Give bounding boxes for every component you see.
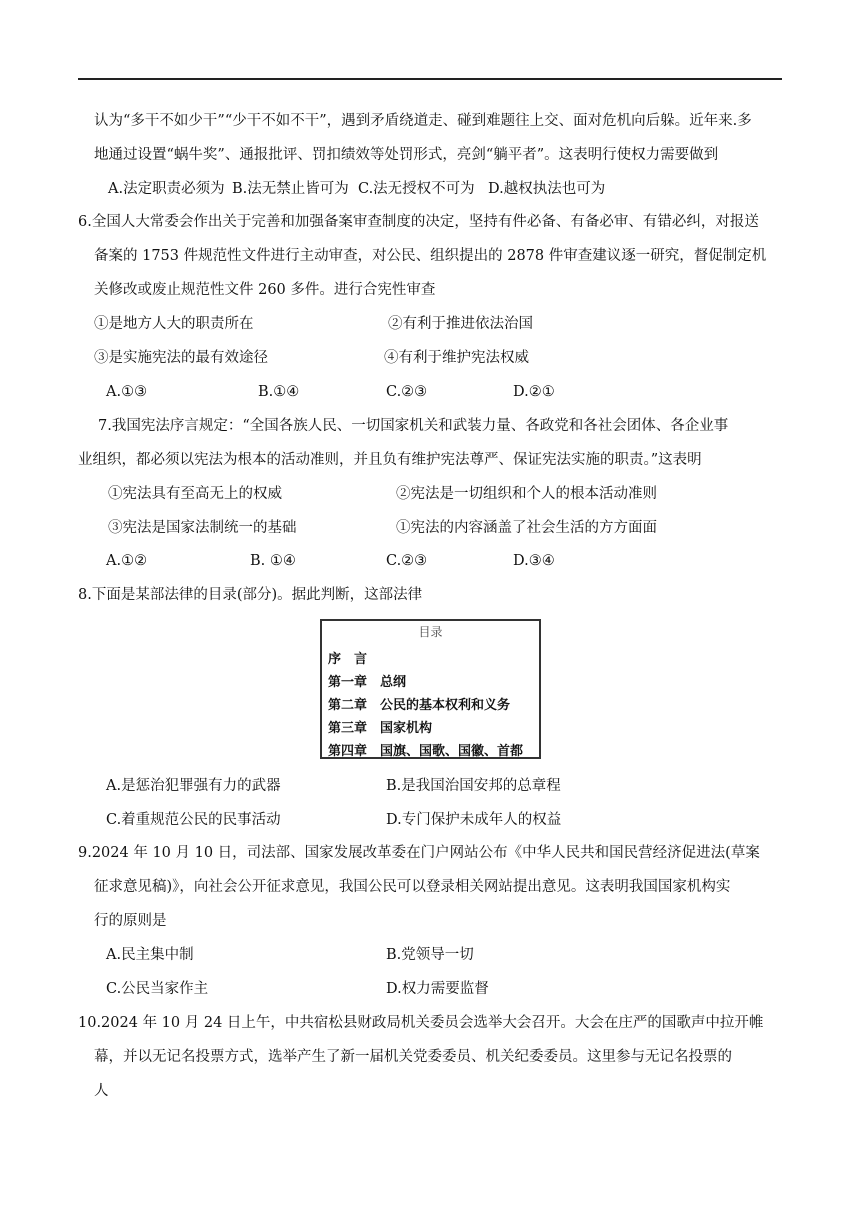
toc-row: 第二章 公民的基本权利和义务 [328, 698, 511, 713]
q10-line-2: 幕，并以无记名投票方式，选举产生了新一届机关党委委员、机关纪委委员。这里参与无记名投票的 [94, 1049, 732, 1065]
q5-option-a: A.法定职责必须为 [108, 181, 225, 197]
q7-line-2: 业组织，都必须以宪法为根本的活动准则，并且负有维护宪法尊严、保证宪法实施的职责。”这表明 [78, 452, 702, 468]
q6-statement-1: ①是地方人大的职责所在 [94, 316, 254, 332]
q5-option-c: C.法无授权不可为 [358, 181, 475, 197]
q8-line-1: 8.下面是某部法律的目录(部分)。据此判断，这部法律 [78, 587, 423, 603]
q10-line-3: 人 [94, 1083, 109, 1099]
q7-option-c: C.②③ [386, 553, 428, 569]
q7-line-1: 7.我国宪法序言规定：“全国各族人民、一切国家机关和武装力量、各政党和各社会团体、各企业事 [98, 418, 729, 434]
q9-line-2: 征求意见稿)》，向社会公开征求意见，我国公民可以登录相关网站提出意见。这表明我国国家机构实 [94, 879, 731, 895]
toc-row: 第一章 总纲 [328, 675, 407, 690]
toc-title: 目录 [418, 625, 443, 639]
q5-option-d: D.越权执法也可为 [488, 181, 606, 197]
q9-option-c: C.公民当家作主 [106, 981, 209, 997]
q7-option-a: A.①② [106, 553, 148, 569]
q6-option-c: C.②③ [386, 384, 428, 400]
q8-option-a: A.是惩治犯罪强有力的武器 [106, 778, 281, 794]
table-of-contents-figure [320, 619, 541, 759]
q6-option-b: B.①④ [258, 384, 300, 400]
q6-option-a: A.①③ [106, 384, 148, 400]
q9-line-3: 行的原则是 [94, 913, 167, 929]
q7-statement-2: ②宪法是一切组织和个人的根本活动准则 [396, 486, 657, 502]
q6-statement-2: ②有利于推进依法治国 [388, 316, 533, 332]
q5-line-2: 地通过设置“蜗牛奖”、通报批评、罚扣绩效等处罚形式，亮剑“躺平者”。这表明行使权力需要做到 [94, 147, 719, 163]
q6-line-1: 6.全国人大常委会作出关于完善和加强备案审查制度的决定，坚持有件必备、有备必审、有错必纠，对报送 [78, 214, 759, 230]
q10-line-1: 10.2024 年 10 月 24 日上午，中共宿松县财政局机关委员会选举大会召开。大会在庄严的国歌声中拉开帷 [78, 1015, 764, 1031]
q5-option-b: B.法无禁止皆可为 [232, 181, 349, 197]
q9-option-b: B.党领导一切 [386, 947, 474, 963]
toc-row: 序 言 [328, 652, 368, 667]
q8-option-b: B.是我国治国安邦的总章程 [386, 778, 561, 794]
q5-line-1: 认为“多干不如少干”“少干不如不干”，遇到矛盾绕道走、碰到难题往上交、面对危机向后躲。近年来.多 [94, 113, 752, 129]
q8-option-c: C.着重规范公民的民事活动 [106, 812, 281, 828]
q9-option-a: A.民主集中制 [106, 947, 194, 963]
q6-line-2: 备案的 1753 件规范性文件进行主动审查，对公民、组织提出的 2878 件审查建议逐一研究，督促制定机 [94, 248, 767, 264]
header-rule [78, 78, 782, 80]
q7-statement-1: ①宪法具有至高无上的权威 [108, 486, 282, 502]
q9-line-1: 9.2024 年 10 月 10 日，司法部、国家发展改革委在门户网站公布《中华人民共和国民营经济促进法(草案 [78, 845, 760, 861]
q7-option-b: B. ①④ [250, 553, 296, 569]
toc-row: 第三章 国家机构 [328, 721, 433, 736]
q7-statement-3: ③宪法是国家法制统一的基础 [108, 520, 297, 536]
q7-option-d: D.③④ [513, 553, 555, 569]
toc-row: 第四章 国旗、国歌、国徽、首都 [328, 744, 524, 759]
q8-option-d: D.专门保护未成年人的权益 [386, 812, 562, 828]
q6-option-d: D.②① [513, 384, 555, 400]
q6-statement-3: ③是实施宪法的最有效途径 [94, 350, 268, 366]
q6-statement-4: ④有利于维护宪法权威 [384, 350, 529, 366]
q6-line-3: 关修改或废止规范性文件 260 多件。进行合宪性审查 [94, 282, 436, 298]
q7-statement-4: ①宪法的内容涵盖了社会生活的方方面面 [396, 520, 657, 536]
q9-option-d: D.权力需要监督 [386, 981, 489, 997]
